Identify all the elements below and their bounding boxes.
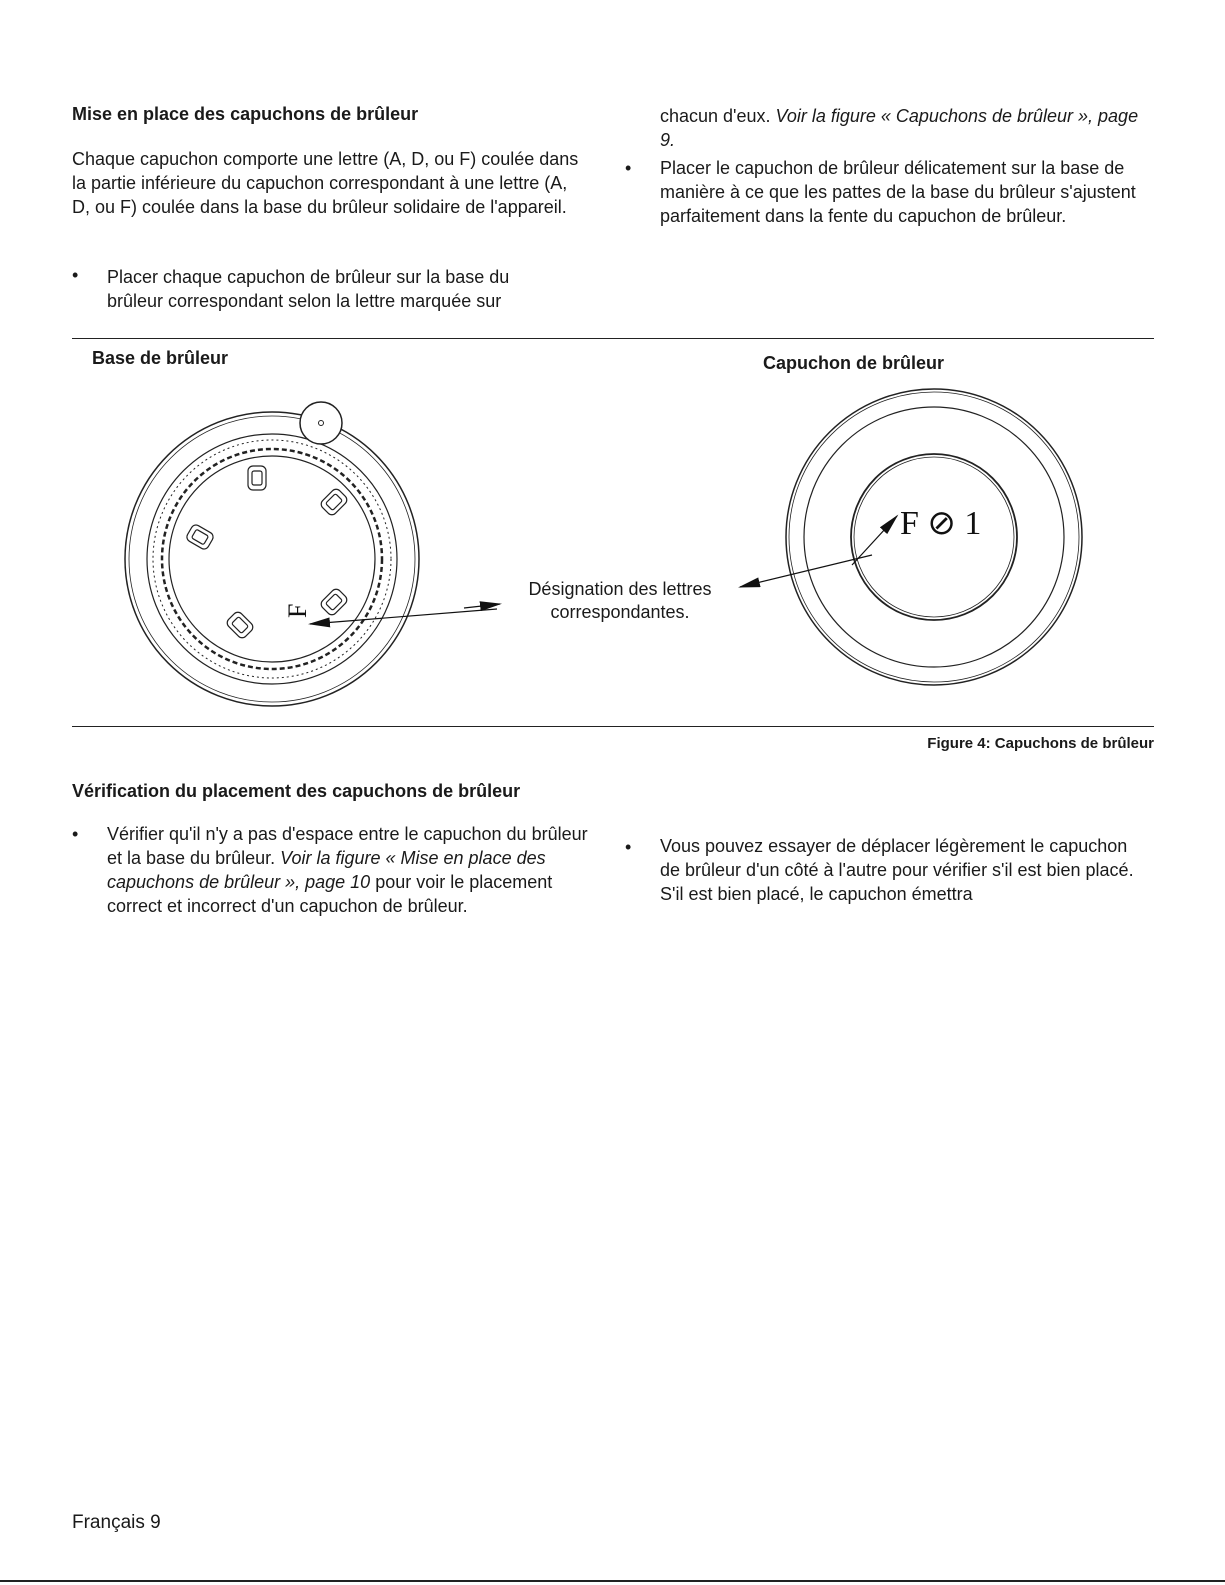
figure-top-rule xyxy=(72,338,1154,339)
page-number: Français 9 xyxy=(72,1512,161,1533)
verification-bullet-1-column-1 xyxy=(107,822,592,930)
figure-label-base: Base de brûleur xyxy=(92,348,229,368)
figure-caption: Figure 4: Capuchons de brûleur xyxy=(927,735,1154,752)
verification-bullet-2-text: Vous pouvez essayer de déplacer légèrement le capuchon de brûleur d'un côté à l'autre pour vérifier s'il est bien placé. S'il est bien placé, le capuchon émettra xyxy=(660,836,1134,904)
intro-paragraph: Chaque capuchon comporte une lettre (A, D, ou F) coulée dans la partie inférieure du capuchon correspondant à une lettre (A, D, ou F) coulée dans la base du brûleur solidaire de l'appareil. xyxy=(72,149,579,217)
section-heading-verification: Vérification du placement des capuchons de brûleur xyxy=(72,781,521,801)
burner-ports xyxy=(185,466,349,640)
base-letter-marking: F xyxy=(283,603,312,618)
footer-rule xyxy=(0,1580,1225,1582)
callout-line-1: Désignation des lettres xyxy=(528,579,712,599)
verification-bullet-1-text: Vérifier qu'il n'y a pas d'espace entre le capuchon du brûleur et la base du brûleur. Voir la figure « Mise en place des capuchons de brûleur », page 10 pour voir le placement correct et incorrect d'un capuchon de brûleur. xyxy=(107,824,588,916)
bullet-marker: • xyxy=(72,824,79,844)
callout-line-2: correspondantes. xyxy=(550,602,690,622)
bullet-marker: • xyxy=(625,837,632,857)
figure-bottom-rule xyxy=(72,726,1154,727)
bullet-text-placer-start: Placer chaque capuchon de brûleur sur la base du brûleur correspondant selon la lettre marquée sur xyxy=(107,267,510,311)
bullet-marker: • xyxy=(72,265,79,285)
callout-arrow-right xyxy=(464,604,500,608)
burner-figure xyxy=(72,380,1154,720)
figure-label-cap: Capuchon de brûleur xyxy=(763,353,945,373)
bullet-text-placer-delicately: Placer le capuchon de brûleur délicatement sur la base de manière à ce que les pattes de la base du brûleur s'ajustent parfaitement dans la fente du capuchon de brûleur. xyxy=(660,158,1136,226)
cap-letter-marking: F ⊘ 1 xyxy=(900,505,982,542)
callout-text xyxy=(510,578,730,624)
verification-bullet-1-column-2 xyxy=(660,780,1120,828)
bullet-text-placer-continued: chacun d'eux. Voir la figure « Capuchons de brûleur », page 9. xyxy=(660,106,1139,150)
burner-base-drawing xyxy=(125,402,419,706)
section-heading-placement: Mise en place des capuchons de brûleur xyxy=(72,104,419,124)
bullet-marker: • xyxy=(625,158,632,178)
